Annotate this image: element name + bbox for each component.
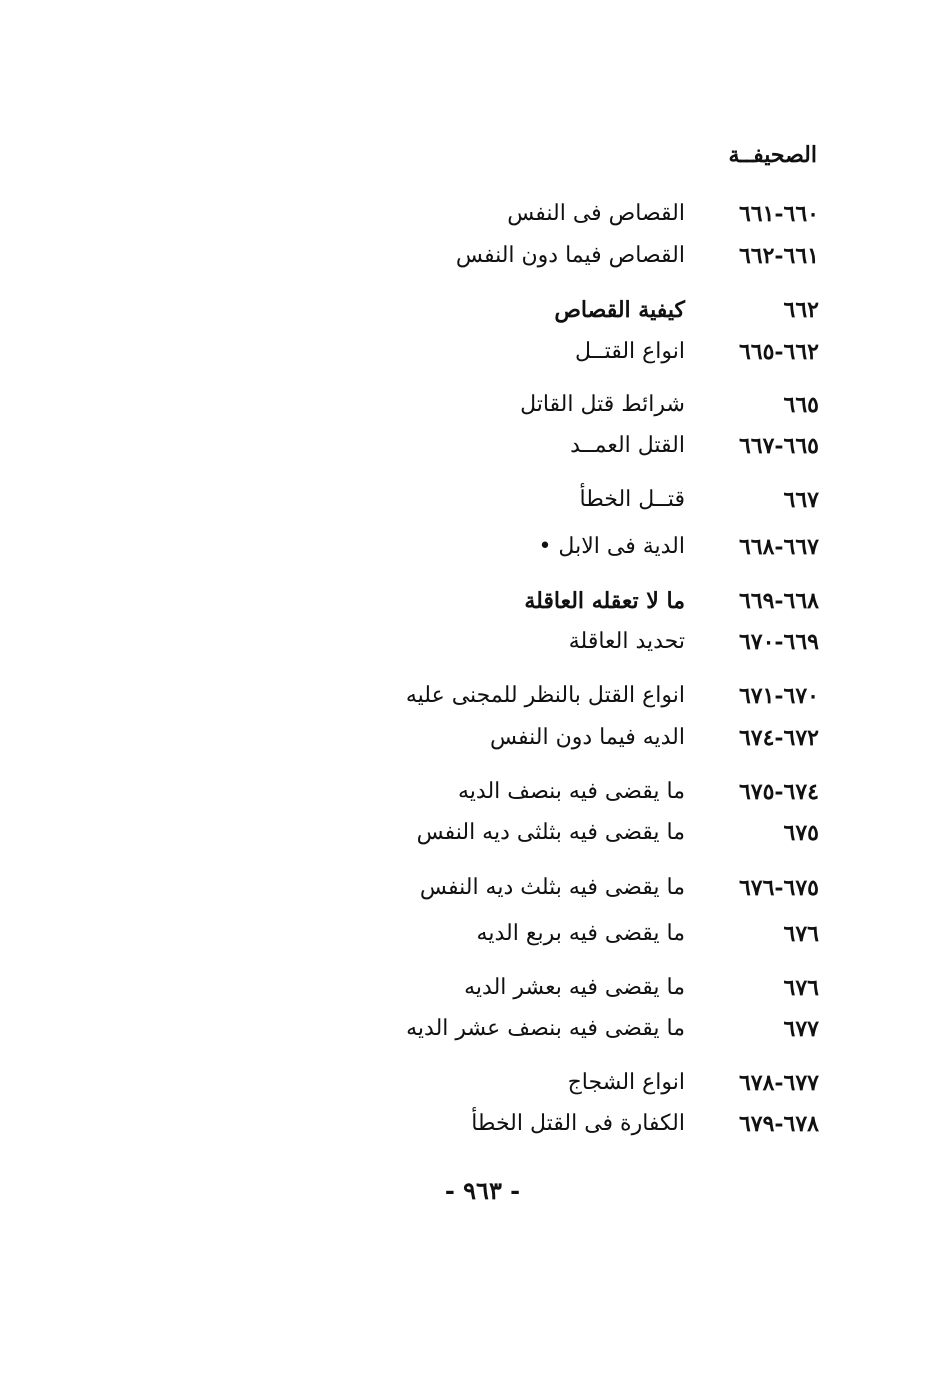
page-number-footer [0, 1176, 925, 1205]
toc-entry-title: ما يقضى فيه بثلثى ديه النفس [416, 820, 685, 845]
toc-entry-title: ما يقضى فيه بثلث ديه النفس [419, 875, 685, 900]
toc-entry-title: ما يقضى فيه بنصف عشر الديه [406, 1016, 685, 1041]
toc-entry-pages: ٦٦٢-٦٦٥ [738, 339, 819, 365]
toc-entry [0, 718, 925, 758]
toc-entry [0, 194, 925, 234]
toc-entry-title: القتل العمــد [570, 433, 685, 458]
toc-entry [0, 1009, 925, 1049]
toc-entry [0, 426, 925, 466]
toc-entry-title: كيفية القصاص [554, 297, 685, 323]
toc-entry-pages: ٦٦٠-٦٦١ [738, 201, 819, 227]
toc-entry-pages: ٦٦٨-٦٦٩ [738, 588, 819, 614]
toc-entry [0, 1063, 925, 1103]
toc-entry-pages: ٦٦٢ [783, 297, 819, 323]
toc-entry-title: الكفارة فى القتل الخطأ [471, 1111, 685, 1136]
toc-entry [0, 480, 925, 520]
toc-entry [0, 914, 925, 954]
toc-entry-pages: ٦٧٢-٦٧٤ [738, 725, 819, 751]
toc-entry [0, 581, 925, 621]
toc-entry-pages: ٦٧٠-٦٧١ [738, 683, 819, 709]
toc-entry-title: ما لا تعقله العاقلة [524, 588, 685, 614]
toc-entry [0, 527, 925, 567]
toc-entry-title: قتــل الخطأ [579, 487, 685, 512]
toc-entry [0, 622, 925, 662]
toc-entry-title: الدية فى الابل • [538, 534, 685, 559]
toc-entry [0, 1104, 925, 1144]
toc-entry-title: ما يقضى فيه بعشر الديه [464, 975, 685, 1000]
toc-entry [0, 813, 925, 853]
toc-entry-pages: ٦٦٥-٦٦٧ [738, 433, 819, 459]
toc-entry-title: شرائط قتل القاتل [520, 392, 685, 417]
toc-entry [0, 968, 925, 1008]
toc-entry-pages: ٦٦٧-٦٦٨ [738, 534, 819, 560]
toc-entry [0, 236, 925, 276]
toc-entry-title: تحديد العاقلة [568, 629, 685, 654]
toc-entry-title: الديه فيما دون النفس [489, 725, 685, 750]
page-number: - ٩٦٣ - [444, 1176, 521, 1205]
toc-entry-pages: ٦٦٩-٦٧٠ [738, 629, 819, 655]
toc-entry-title: انواع القتل بالنظر للمجنى عليه [405, 683, 685, 708]
toc-entry [0, 868, 925, 908]
toc-entry [0, 290, 925, 330]
toc-entry-title: ما يقضى فيه بنصف الديه [458, 779, 685, 804]
toc-entry [0, 676, 925, 716]
toc-entry-title: ما يقضى فيه بربع الديه [476, 921, 685, 946]
toc-entry-title: القصاص فى النفس [507, 201, 685, 226]
toc-entry-pages: ٦٧٧-٦٧٨ [738, 1070, 819, 1096]
toc-entry-pages: ٦٧٦ [783, 975, 819, 1001]
toc-entry-pages: ٦٦١-٦٦٢ [738, 243, 819, 269]
toc-entry [0, 772, 925, 812]
toc-entry-title: القصاص فيما دون النفس [455, 243, 685, 268]
toc-entry-title: انواع القتــل [575, 339, 685, 364]
toc-entry-pages: ٦٦٧ [783, 487, 819, 513]
toc-entry-pages: ٦٧٨-٦٧٩ [738, 1111, 819, 1137]
toc-entry [0, 332, 925, 372]
page-column-header: الصحيفــة [728, 142, 817, 168]
toc-entry-pages: ٦٧٥ [783, 820, 819, 846]
toc-entry-title: انواع الشجاج [567, 1070, 685, 1095]
toc-entry-pages: ٦٧٦ [783, 921, 819, 947]
toc-entry-pages: ٦٧٤-٦٧٥ [738, 779, 819, 805]
toc-entry-pages: ٦٦٥ [783, 392, 819, 418]
toc-entry-pages: ٦٧٥-٦٧٦ [738, 875, 819, 901]
toc-entry [0, 385, 925, 425]
toc-entry-pages: ٦٧٧ [783, 1016, 819, 1042]
